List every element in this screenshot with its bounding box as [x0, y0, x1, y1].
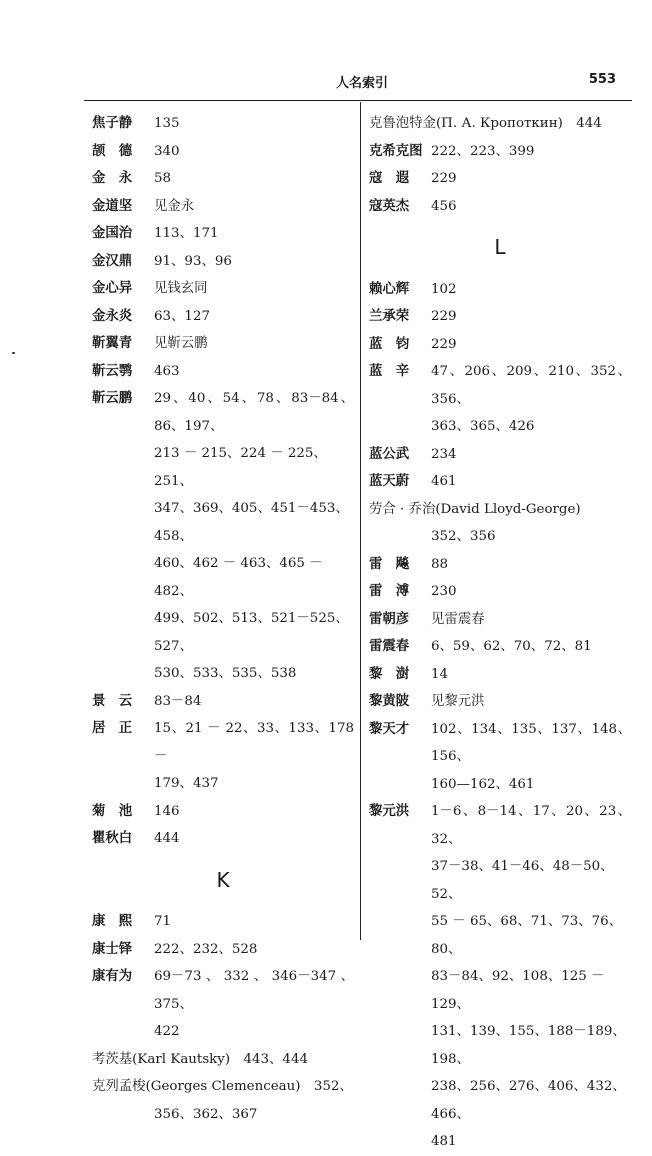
entry-refs: 229	[431, 336, 457, 352]
left-entry-list	[92, 110, 354, 853]
entry-refs: 见金永	[154, 198, 195, 214]
entry-name: 康士铎	[92, 941, 133, 957]
entry-text: 克鲁泡特金(П. А. Кропоткин) 444	[369, 116, 602, 131]
right-column	[369, 110, 631, 1156]
entry-refs: 222、223、399	[431, 143, 535, 159]
entry-name: 金心异	[92, 281, 133, 296]
entry-refs: 14	[431, 666, 449, 682]
entry-continuation: 83－84、92、108、125 － 129、	[431, 969, 605, 1012]
entry-continuation: 530、533、535、538	[154, 666, 297, 681]
entry-refs: 91、93、96	[154, 253, 232, 269]
index-entry-clemenceau	[92, 1073, 354, 1101]
index-entry	[369, 331, 631, 359]
index-entry	[369, 276, 631, 304]
entry-name: 蓝公武	[369, 446, 410, 462]
entry-refs: 见靳云鹏	[154, 336, 208, 351]
entry-refs: 见黎元洪	[431, 694, 485, 709]
entry-continuation: 179、437	[154, 776, 219, 791]
entry-name: 蓝天蔚	[369, 474, 410, 489]
entry-continuation: 481	[431, 1134, 457, 1149]
entry-continuation: 238、256、276、406、432、466、	[431, 1079, 626, 1122]
index-entry	[369, 551, 631, 579]
entry-name: 寇英杰	[369, 198, 410, 214]
entry-continuation: 460、462 － 463、465 － 482、	[154, 556, 323, 599]
index-entry	[92, 936, 354, 964]
entry-refs: 463	[154, 363, 180, 379]
index-entry	[92, 110, 354, 138]
entry-name: 黎元洪	[369, 804, 410, 819]
running-header	[90, 72, 634, 98]
entry-name: 靳云鹗	[92, 363, 133, 379]
entry-name: 菊 池	[92, 803, 133, 819]
entry-name: 靳云鹏	[92, 391, 133, 406]
entry-name: 雷震春	[369, 639, 410, 654]
entry-refs: 见雷震春	[431, 611, 485, 627]
index-entry	[92, 248, 354, 276]
k-entry-list	[92, 908, 354, 1046]
index-entry	[92, 715, 354, 770]
index-entry	[92, 193, 354, 221]
entry-continuation: 213 － 215、224 － 225、251、	[154, 446, 327, 489]
entry-refs: 102、134、135、137、148、156、	[431, 721, 631, 764]
entry-name: 寇 遐	[369, 171, 410, 186]
header-title: 人名索引	[335, 76, 388, 91]
header-rule	[84, 100, 632, 101]
entry-continuation: 499、502、513、521－525、527、	[154, 611, 349, 654]
entry-name: 兰承荣	[369, 309, 410, 324]
entry-refs: 229	[431, 309, 457, 324]
entry-refs: 444	[154, 831, 180, 846]
entry-name: 金道坚	[92, 198, 133, 214]
entry-refs: 113、171	[154, 226, 219, 241]
entry-name: 靳翼青	[92, 336, 133, 351]
index-entry	[92, 138, 354, 166]
entry-refs: 456	[431, 198, 457, 214]
index-entry-lloyd-george	[369, 496, 631, 524]
entry-name: 蓝 钧	[369, 336, 410, 352]
index-entry	[92, 825, 354, 853]
entry-name: 金汉鼎	[92, 253, 133, 269]
entry-name: 康 熙	[92, 914, 133, 929]
index-entry	[92, 165, 354, 193]
entry-name: 金 永	[92, 171, 133, 186]
entry-refs: 146	[154, 803, 180, 819]
index-entry	[92, 303, 354, 331]
left-column	[92, 110, 354, 1128]
index-entry	[369, 165, 631, 193]
entry-name: 黎黄陂	[369, 694, 410, 709]
entry-name: 瞿秋白	[92, 831, 133, 846]
entry-name: 焦子静	[92, 116, 133, 131]
index-entry	[369, 193, 631, 221]
entry-refs: 230	[431, 584, 457, 599]
entry-refs: 234	[431, 446, 457, 462]
index-entry	[92, 963, 354, 1018]
index-entry	[92, 275, 354, 303]
entry-continuation: 55 － 65、68、71、73、76、80、	[431, 914, 623, 957]
index-entry	[369, 633, 631, 661]
index-entry	[92, 358, 354, 386]
entry-refs: 1－6、8－14、17、20、23、32、	[431, 804, 631, 847]
index-entry	[369, 468, 631, 496]
page-number: 553	[588, 72, 616, 87]
entry-refs: 340	[154, 143, 180, 159]
index-entry	[369, 358, 631, 413]
index-entry	[369, 798, 631, 853]
index-entry-kropotkin	[369, 110, 631, 138]
entry-continuation: 347、369、405、451－453、458、	[154, 501, 349, 544]
index-entry	[92, 220, 354, 248]
entry-refs: 63、127	[154, 308, 210, 324]
entry-name: 景 云	[92, 693, 133, 709]
index-entry	[369, 303, 631, 331]
entry-name: 雷 飚	[369, 556, 410, 572]
l-entry-list	[369, 276, 631, 496]
section-letter-k: K	[216, 867, 230, 892]
entry-refs: 135	[154, 116, 180, 131]
entry-refs: 15、21 － 22、33、133、178 －	[154, 721, 354, 764]
index-entry	[369, 716, 631, 771]
entry-name: 蓝 辛	[369, 364, 410, 379]
index-entry	[369, 138, 631, 166]
entry-refs: 83－84	[154, 693, 202, 709]
column-divider	[360, 102, 361, 940]
entry-continuation: 356、362、367	[154, 1106, 258, 1122]
index-entry	[369, 688, 631, 716]
entry-continuation: 37－38、41－46、48－50、52、	[431, 859, 614, 902]
l-entry-list-2	[369, 551, 631, 1156]
entry-name: 克希克图	[369, 143, 423, 159]
index-entry	[369, 661, 631, 689]
entry-continuation: 352、356	[431, 529, 496, 544]
entry-refs: 102	[431, 281, 457, 297]
index-entry	[369, 441, 631, 469]
entry-name: 居 正	[92, 721, 133, 736]
scan-speck	[12, 352, 15, 354]
k-entry-list-continued	[369, 138, 631, 221]
index-entry	[369, 578, 631, 606]
entry-name: 黎天才	[369, 721, 410, 737]
entry-continuation: 160—162、461	[431, 776, 535, 792]
index-entry	[92, 688, 354, 716]
entry-continuation: 131、139、155、188－189、198、	[431, 1024, 626, 1067]
entry-refs: 461	[431, 474, 457, 489]
entry-refs: 88	[431, 556, 449, 572]
entry-text: 克列孟梭(Georges Clemenceau) 352、	[92, 1079, 353, 1094]
entry-name: 金永炎	[92, 308, 133, 324]
entry-refs: 6、59、62、70、72、81	[431, 639, 592, 654]
entry-name: 黎 澍	[369, 666, 410, 682]
index-entry	[92, 798, 354, 826]
entry-refs: 69－73、332、346－347、375、	[154, 969, 354, 1012]
index-entry	[369, 606, 631, 634]
entry-refs: 222、232、528	[154, 941, 258, 957]
entry-refs: 229	[431, 171, 457, 186]
entry-refs: 29、40、54、78、83－84、86、197、	[154, 391, 354, 434]
entry-name: 金国治	[92, 226, 133, 241]
entry-refs: 47、206、209、210、352、356、	[431, 364, 631, 407]
entry-name: 颉 德	[92, 143, 133, 159]
entry-name: 雷朝彦	[369, 611, 410, 627]
entry-refs: 71	[154, 914, 172, 929]
entry-name: 雷 溥	[369, 584, 410, 599]
index-entry-kautsky	[92, 1046, 354, 1074]
index-entry	[92, 330, 354, 358]
entry-refs: 见钱玄同	[154, 281, 208, 296]
section-letter-l: L	[494, 235, 506, 259]
entry-text: 劳合 · 乔治(David Lloyd-George)	[369, 501, 581, 517]
index-entry	[92, 908, 354, 936]
entry-continuation: 422	[154, 1024, 180, 1039]
entry-name: 赖心辉	[369, 281, 410, 297]
entry-text: 考茨基(Karl Kautsky) 443、444	[92, 1051, 308, 1067]
entry-name: 康有为	[92, 969, 133, 984]
index-entry	[92, 385, 354, 440]
entry-refs: 58	[154, 171, 172, 186]
entry-continuation: 363、365、426	[431, 419, 535, 434]
